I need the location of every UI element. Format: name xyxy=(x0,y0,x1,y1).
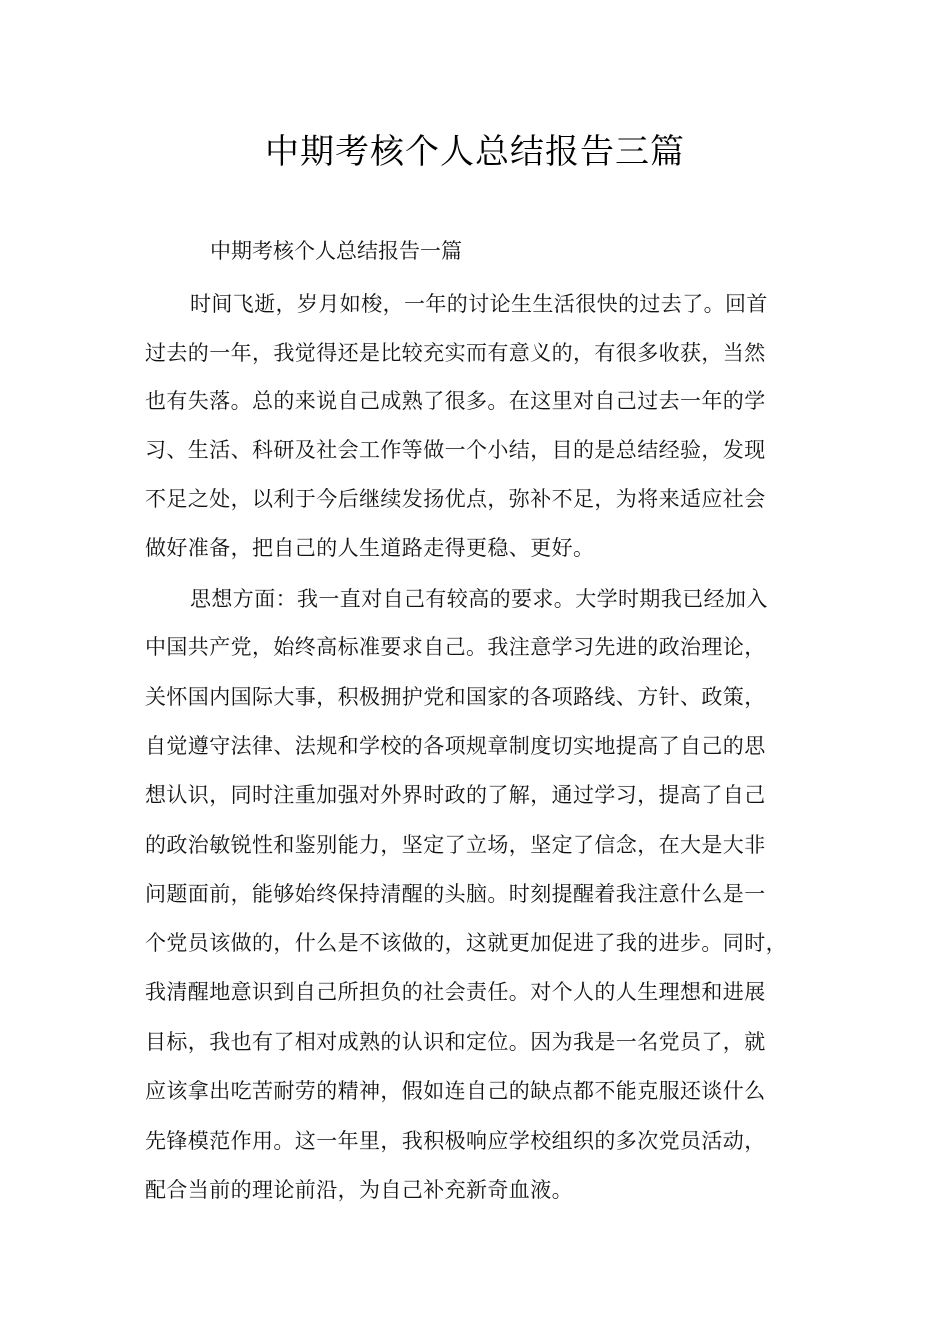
paragraph-2-line-4: 自觉遵守法律、法规和学校的各项规章制度切实地提高了自己的思 xyxy=(145,734,766,758)
paragraph-2-line-3: 关怀国内国际大事，积极拥护党和国家的各项路线、方针、政策， xyxy=(145,685,766,709)
paragraph-1-line-2: 过去的一年，我觉得还是比较充实而有意义的，有很多收获，当然 xyxy=(145,341,766,365)
paragraph-2-line-8: 个党员该做的，什么是不该做的，这就更加促进了我的进步。同时， xyxy=(145,931,787,955)
paragraph-2-line-6: 的政治敏锐性和鉴别能力，坚定了立场，坚定了信念，在大是大非 xyxy=(145,833,766,857)
paragraph-2-line-5: 想认识，同时注重加强对外界时政的了解，通过学习，提高了自己 xyxy=(145,783,766,807)
document-title: 中期考核个人总结报告三篇 xyxy=(265,132,685,172)
paragraph-2-line-10: 目标，我也有了相对成熟的认识和定位。因为我是一名党员了，就 xyxy=(145,1030,766,1054)
document-subtitle: 中期考核个人总结报告一篇 xyxy=(210,239,462,263)
paragraph-2-line-12: 先锋模范作用。这一年里，我积极响应学校组织的多次党员活动， xyxy=(145,1129,766,1153)
paragraph-1-line-5: 不足之处，以利于今后继续发扬优点，弥补不足，为将来适应社会 xyxy=(145,487,766,511)
paragraph-2-line-1: 思想方面：我一直对自己有较高的要求。大学时期我已经加入 xyxy=(190,587,768,611)
paragraph-2-line-11: 应该拿出吃苦耐劳的精神，假如连自己的缺点都不能克服还谈什么 xyxy=(145,1079,766,1103)
paragraph-2-line-13: 配合当前的理论前沿，为自己补充新奇血液。 xyxy=(145,1178,573,1202)
paragraph-1-line-4: 习、生活、科研及社会工作等做一个小结，目的是总结经验，发现 xyxy=(145,438,766,462)
paragraph-1-line-3: 也有失落。总的来说自己成熟了很多。在这里对自己过去一年的学 xyxy=(145,389,766,413)
paragraph-2-line-2: 中国共产党，始终高标准要求自己。我注意学习先进的政治理论， xyxy=(145,635,766,659)
paragraph-1-line-1: 时间飞逝，岁月如梭，一年的讨论生生活很快的过去了。回首 xyxy=(190,292,768,316)
paragraph-2-line-9: 我清醒地意识到自己所担负的社会责任。对个人的人生理想和进展 xyxy=(145,980,766,1004)
paragraph-2-line-7: 问题面前，能够始终保持清醒的头脑。时刻提醒着我注意什么是一 xyxy=(145,882,766,906)
paragraph-1-line-6: 做好准备，把自己的人生道路走得更稳、更好。 xyxy=(145,536,595,560)
